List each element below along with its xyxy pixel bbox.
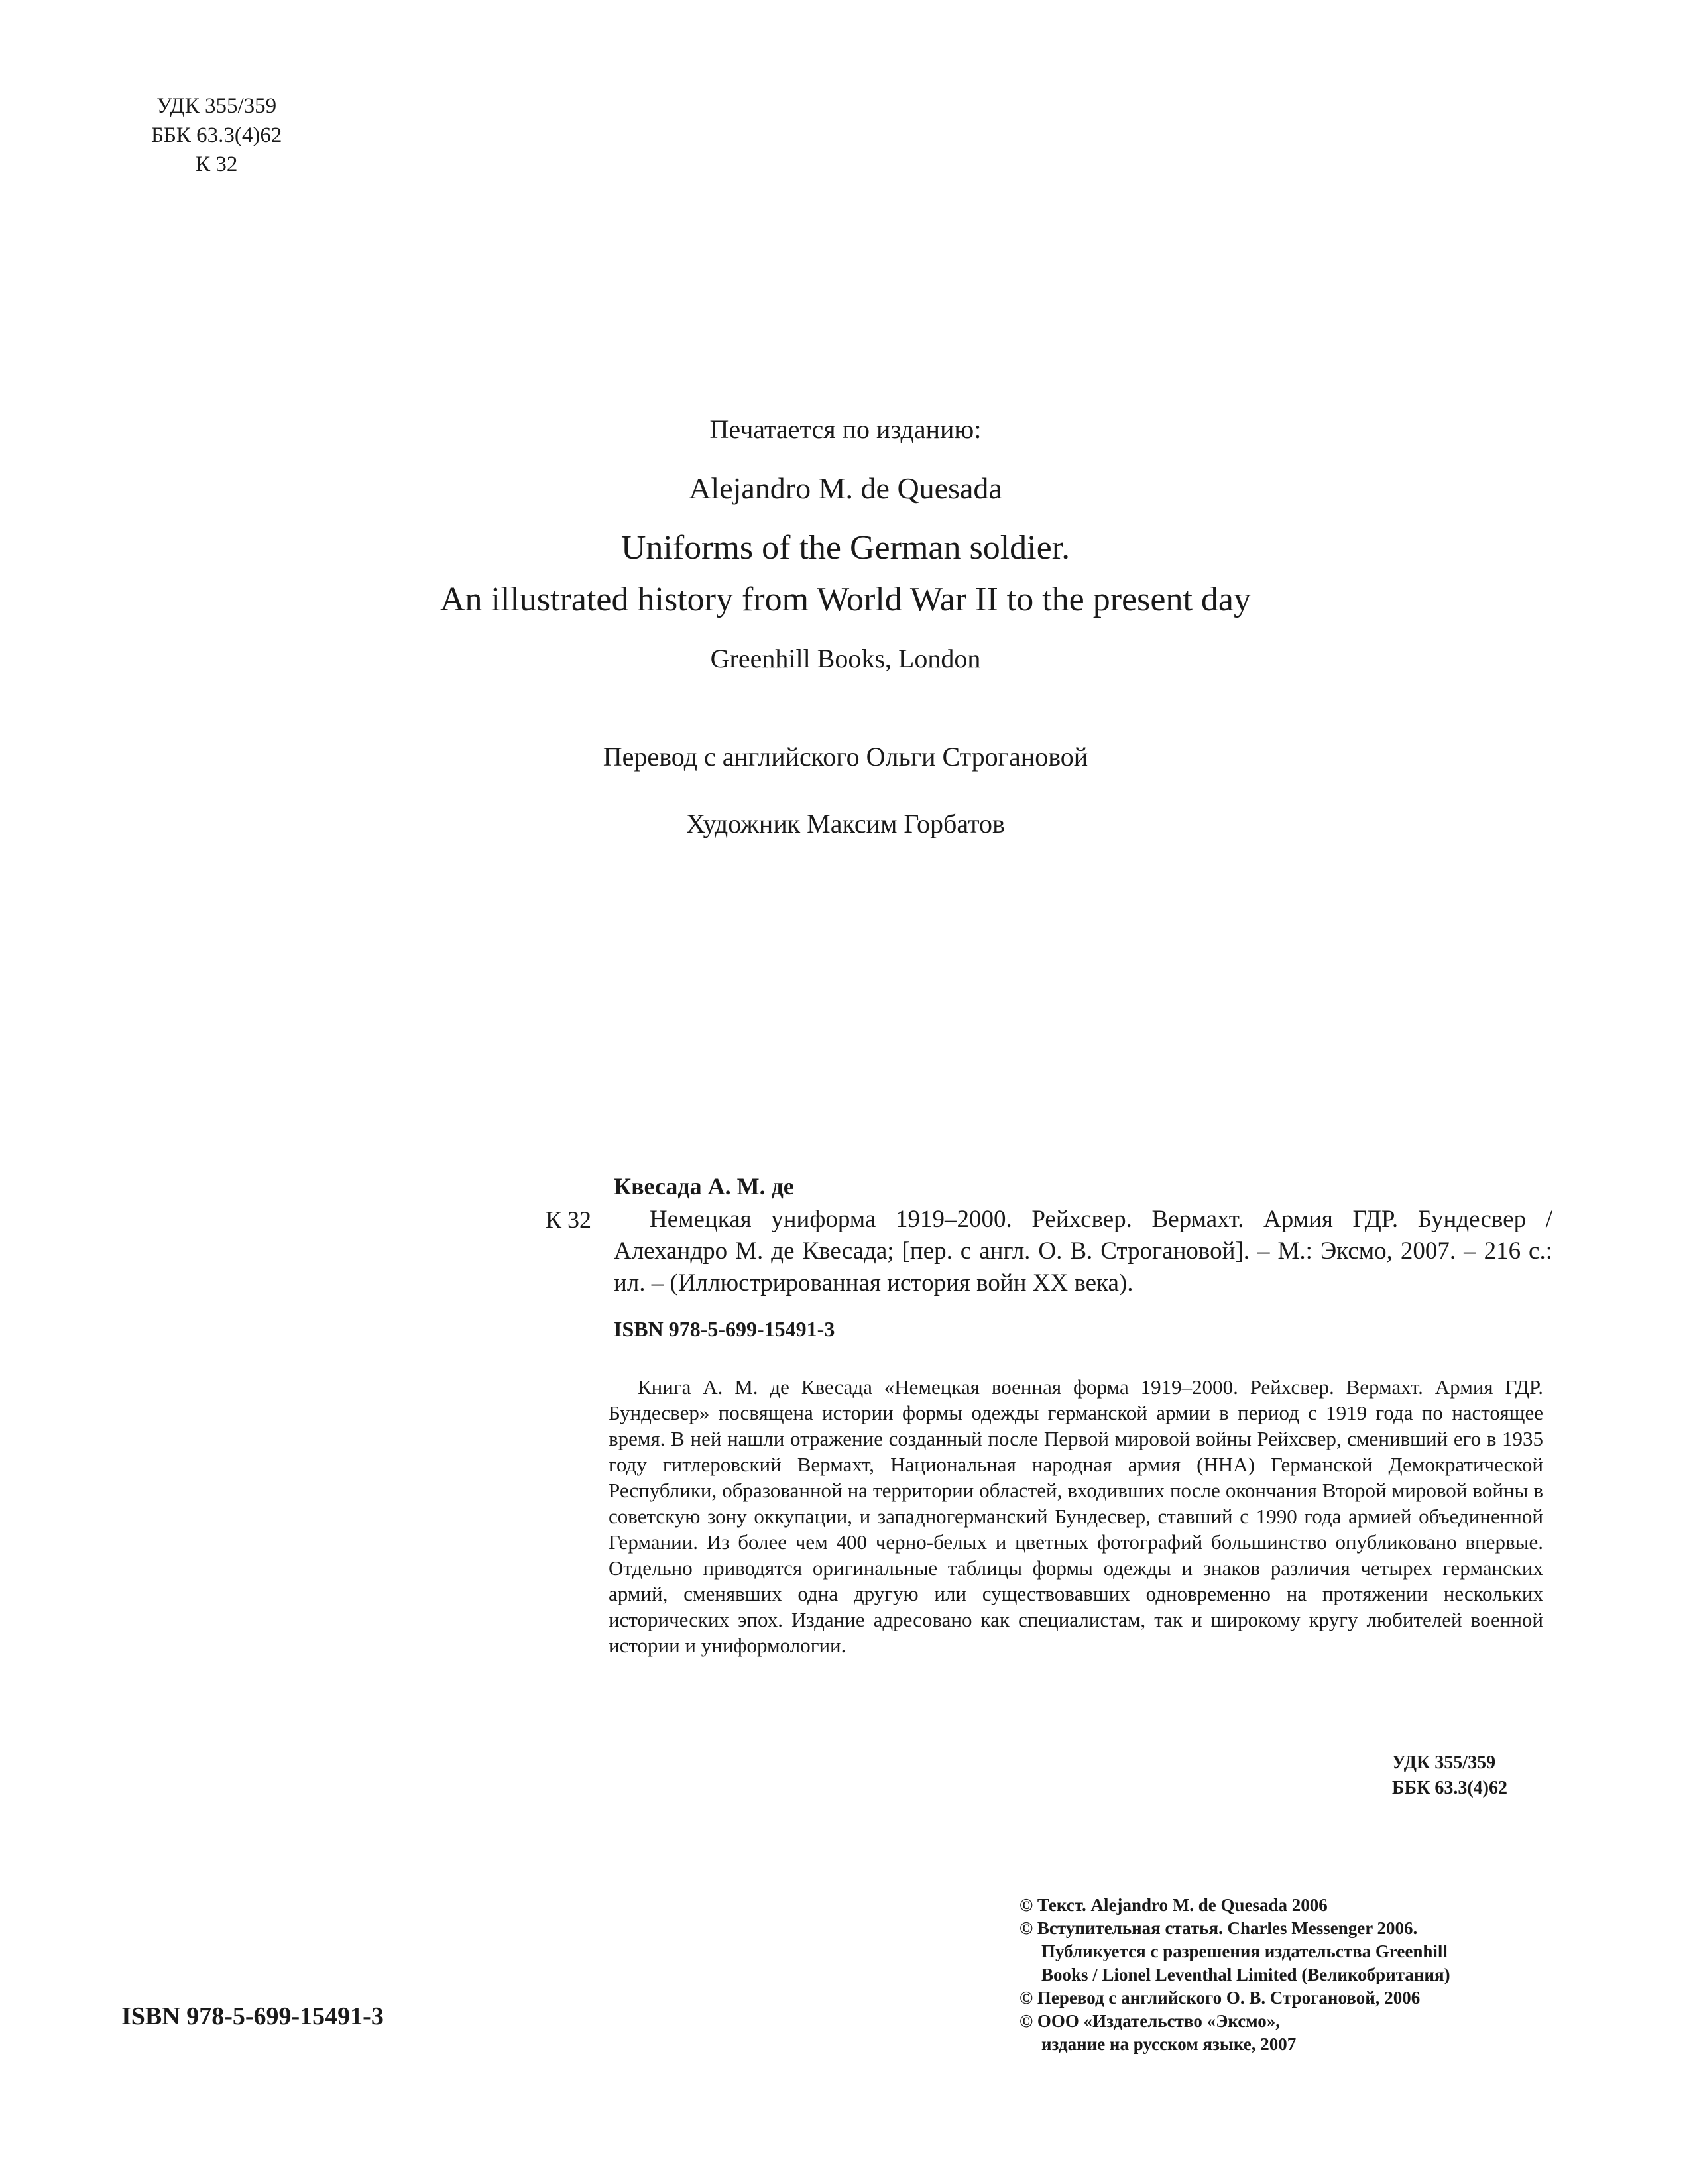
copyright-intro-publisher: Books / Lionel Leventhal Limited (Великобритания) — [1041, 1965, 1450, 1984]
catalog-code: К 32 — [546, 1206, 592, 1233]
original-publisher: Greenhill Books, London — [710, 644, 981, 673]
copyright-block — [1020, 1894, 1550, 2056]
catalog-udk: УДК 355/359 — [1392, 1753, 1496, 1773]
catalog-author-heading: Квесада А. М. де — [614, 1173, 794, 1200]
translator-credit: Перевод с английского Ольги Строгановой — [603, 742, 1088, 772]
catalog-bbk: ББК 63.3(4)62 — [1392, 1778, 1507, 1798]
author-mark: К 32 — [196, 152, 238, 176]
original-title-line1: Uniforms of the German soldier. — [620, 529, 1071, 567]
catalog-entry: Немецкая униформа 1919–2000. Рейхсвер. Вермахт. Армия ГДР. Бундесвер / Алехандро М. де Квесада; [пер. с англ. О. В. Строгановой]. – М.: Эксмо, 2007. – 216 с.: ил. – (Иллюстрированная история войн XX века). — [614, 1206, 1552, 1296]
copyright-publisher: © ООО «Издательство «Эксмо», — [1020, 2011, 1281, 2031]
classification-block — [151, 91, 282, 179]
copyright-intro: © Вступительная статья. Charles Messenger 2006. — [1020, 1918, 1418, 1938]
original-title-line2: An illustrated history from World War II to the present day — [440, 581, 1251, 618]
original-edition-label: Печатается по изданию: — [709, 414, 982, 444]
copyright-publisher-edition: издание на русском языке, 2007 — [1041, 2034, 1297, 2054]
catalog-isbn: ISBN 978-5-699-15491-3 — [614, 1317, 835, 1341]
isbn-footer: ISBN 978-5-699-15491-3 — [121, 2002, 384, 2030]
original-author: Alejandro M. de Quesada — [689, 471, 1002, 505]
bbk-code: ББК 63.3(4)62 — [151, 123, 282, 147]
copyright-translation: © Перевод с английского О. В. Строгановой, 2006 — [1020, 1988, 1421, 2008]
book-annotation: Книга А. М. де Квесада «Немецкая военная форма 1919–2000. Рейхсвер. Вермахт. Армия ГДР. Бундесвер» посвящена истории формы одежды германской армии в период с 1919 года по настоящее время. В ней нашли отражение созданный после Первой мировой войны Рейхсвер, сменивший его в 1935 году гитлеровский Вермахт, Национальная народная армия (ННА) Германской Демократической Республики, образованной на территории областей, входивших после окончания Второй мировой войны в советскую зону оккупации, и западногерманский Бундесвер, ставший с 1990 года армией объединенной Германии. Из более чем 400 черно-белых и цветных фотографий большинство опубликовано впервые. Отдельно приводятся оригинальные таблицы формы одежды и знаков различия четырех германских армий, сменявших одна другую или существовавших одновременно на протяжении нескольких исторических эпох. Издание адресовано как специалистам, так и широкому кругу любителей военной истории и униформологии. — [609, 1375, 1543, 1657]
artist-credit: Художник Максим Горбатов — [686, 809, 1005, 838]
copyright-text: © Текст. Alejandro M. de Quesada 2006 — [1020, 1895, 1328, 1915]
copyright-intro-permission: Публикуется с разрешения издательства Greenhill — [1041, 1941, 1448, 1961]
udk-code: УДК 355/359 — [156, 94, 277, 118]
catalog-indices — [1392, 1751, 1507, 1801]
